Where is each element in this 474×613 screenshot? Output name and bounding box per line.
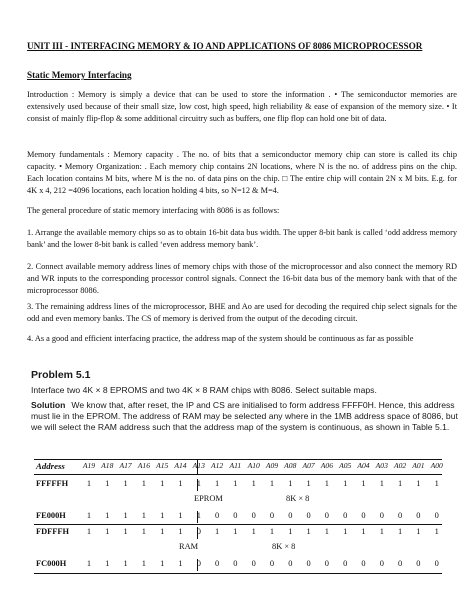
bit-cell: 1 [178,479,183,488]
bit-cell: 1 [215,479,220,488]
bit-cell: 1 [324,479,329,488]
bit-cell: 1 [379,479,384,488]
bit-cell: 0 [398,511,403,520]
column-header-a04: A04 [357,461,370,470]
bit-cell: 1 [269,527,275,536]
eprom-label: EPROM [194,494,223,503]
bit-cell: 1 [160,511,165,520]
eprom-size: 8K × 8 [286,494,310,503]
ram-size: 8K × 8 [272,542,296,551]
bit-cell: 1 [269,479,275,488]
bit-cell: 0 [343,511,348,520]
bit-cell: 0 [233,511,238,520]
address-row-fe000h [34,511,442,523]
column-header-a03: A03 [375,461,388,470]
bit-cell: 0 [361,559,366,568]
paragraph-memory-fundamentals: Memory fundamentals : Memory capacity . The no. of bits that a semiconductor memory chip can store is called its chip capacity. • Memory Organization: . Each memory chip contains 2N locations, where N is the no. of address pins on the chip. Each location contains M bits, where M is the no. of data pins on the chip. □ The entire chip will contain 2N x M bits. E.g. for 4K x 4, 212 =4096 locations, each location holding 4 bits, so N=12 & M=4. [27,150,457,195]
column-header-a15: A15 [156,461,169,470]
column-header-a12: A12 [210,461,224,470]
bit-cell: 1 [288,479,293,488]
bit-cell: 1 [379,527,384,536]
bit-cell: 0 [343,559,348,568]
bit-cell: 1 [160,559,165,568]
bit-cell: 0 [233,559,238,568]
bit-cell: 1 [434,527,439,536]
solution-lead: Solution [31,400,66,410]
unit-title: UNIT III - INTERFACING MEMORY & IO AND APPLICATIONS OF 8086 MICROPROCESSOR [27,41,423,51]
bit-cell: 0 [288,511,293,520]
bit-cell: 1 [178,511,183,520]
bit-cell: 1 [105,479,110,488]
problem-statement: Interface two 4K × 8 EPROMS and two 4K × 8 RAM chips with 8086. Select suitable maps. [31,385,377,395]
bit-cell: 1 [361,479,366,488]
paragraph-step-4: 4. As a good and efficient interfacing practice, the address map of the system should be continuous as far as possible [27,334,414,343]
bit-cell: 1 [215,527,220,536]
bit-cell: 1 [123,527,128,536]
bit-cell: 0 [379,559,384,568]
bit-cell: 1 [196,511,201,520]
bit-cell: 0 [379,511,384,520]
bit-cell: 1 [306,527,311,536]
bit-cell: 0 [434,511,439,520]
column-header-a19: A19 [82,461,96,470]
bit-cell: 1 [86,479,92,488]
bit-cell: 1 [416,527,421,536]
column-header-a13: A13 [192,461,205,470]
table-rule [34,524,442,525]
bit-cell: 1 [141,559,146,568]
bit-cell: 1 [343,479,348,488]
paragraph-introduction: Introduction : Memory is simply a device that can be used to store the information . • The semiconductor memories are extensively used because of their small size, low cost, high speed, high reliability & ease of expansion of the memory size. • It consist of mainly flip-flop & some additional circuitry such as buffers, one flip flop can hold one bit of data. [27,90,457,123]
address-row-fdfffh [34,527,442,539]
bit-cell: 1 [196,479,201,488]
bit-cell: 0 [324,511,329,520]
bit-cell: 0 [269,559,275,568]
bit-cell: 1 [178,527,183,536]
bit-cell: 1 [123,559,128,568]
bit-cell: 1 [141,527,146,536]
bit-cell: 1 [105,559,110,568]
address-map-header [34,459,442,475]
ram-label: RAM [179,542,199,551]
address-map-table [34,459,442,599]
bit-cell: 1 [434,479,439,488]
table-bottom-rule [34,573,442,574]
bit-cell: 0 [398,559,403,568]
bit-cell: 1 [178,559,183,568]
section-title: Static Memory Interfacing [27,70,132,80]
bit-cell: 1 [251,479,256,488]
bit-cell: 0 [288,559,293,568]
bit-cell: 1 [123,511,128,520]
bit-cell: 0 [251,511,256,520]
paragraph-procedure-intro: The general procedure of static memory interfacing with 8086 is as follows: [27,206,280,215]
column-header-a08: A08 [284,461,297,470]
column-header-a10: A10 [247,461,260,470]
column-header-a11: A11 [229,461,242,470]
bit-cell: 0 [269,511,275,520]
row-address: FFFFFH [36,479,69,488]
bit-cell: 0 [215,511,220,520]
bit-cell: 1 [141,511,146,520]
column-header-a17: A17 [119,461,132,470]
bit-cell: 1 [123,479,128,488]
bit-cell: 1 [288,527,293,536]
bit-cell: 0 [416,559,421,568]
column-header-a07: A07 [302,461,315,470]
column-header-a05: A05 [339,461,352,470]
bit-cell: 0 [196,559,201,568]
bit-cell: 1 [398,527,403,536]
bit-cell: 1 [86,511,92,520]
column-header-a14: A14 [174,461,187,470]
bit-cell: 0 [306,511,311,520]
bit-cell: 0 [324,559,329,568]
column-header-a02: A02 [393,461,407,470]
bit-cell: 0 [306,559,311,568]
bit-cell: 1 [251,527,256,536]
bit-cell: 1 [306,479,311,488]
bit-cell: 1 [105,511,110,520]
bit-cell: 0 [215,559,220,568]
address-column-header: Address [36,461,65,471]
column-header-a01: A01 [412,461,425,470]
bit-cell: 0 [434,559,439,568]
address-row-fffffh [34,479,442,491]
solution-text: We know that, after reset, the IP and CS are initialised to form address FFFF0H. Hence, this address must lie in the EPROM. The address of RAM may be selected any where in the 1MB address space of 8086, but we will select the RAM address such that the address map of the system is continuous, as shown in Table 5.1. [31,400,458,433]
bit-cell: 0 [196,527,201,536]
bit-cell: 0 [416,511,421,520]
column-header-a00: A00 [430,461,443,470]
column-header-a18: A18 [101,461,114,470]
bit-cell: 0 [251,559,256,568]
bit-cell: 1 [233,479,238,488]
column-header-a06: A06 [320,461,333,470]
row-address: FE000H [36,511,66,520]
paragraph-step-3: 3. The remaining address lines of the microprocessor, BHE and Ao are used for decoding the required chip select signals for the odd and even memory banks. The CS of memory is derived from the output of the decoding circuit. [27,302,457,323]
bit-cell: 1 [324,527,329,536]
address-row-fc000h [34,559,442,571]
bit-cell: 1 [86,559,92,568]
bit-cell: 0 [361,511,366,520]
bit-cell: 1 [86,527,92,536]
column-header-a09: A09 [265,461,279,470]
problem-title: Problem 5.1 [31,369,91,381]
bit-cell: 1 [160,527,165,536]
column-header-a16: A16 [137,461,150,470]
bit-cell: 1 [141,479,146,488]
row-address: FDFFFH [36,527,70,536]
bit-cell: 1 [343,527,348,536]
paragraph-step-1: 1. Arrange the available memory chips so as to obtain 16-bit data bus width. The upper 8-bit bank is called ‘odd address memory bank’ and the lower 8-bit bank is called ‘even address memory bank’. [27,228,457,249]
paragraph-step-2: 2. Connect available memory address lines of memory chips with those of the microprocessor and also connect the memory RD and WR inputs to the corresponding processor control signals. Connect the 16-bit data bus of the memory bank with that of the microprocessor 8086. [27,262,457,295]
bit-cell: 1 [361,527,366,536]
bit-cell: 1 [160,479,165,488]
bit-cell: 1 [416,479,421,488]
solution-paragraph [31,400,459,434]
bit-cell: 1 [105,527,110,536]
bit-cell: 1 [233,527,238,536]
bit-cell: 1 [398,479,403,488]
row-address: FC000H [36,559,67,568]
